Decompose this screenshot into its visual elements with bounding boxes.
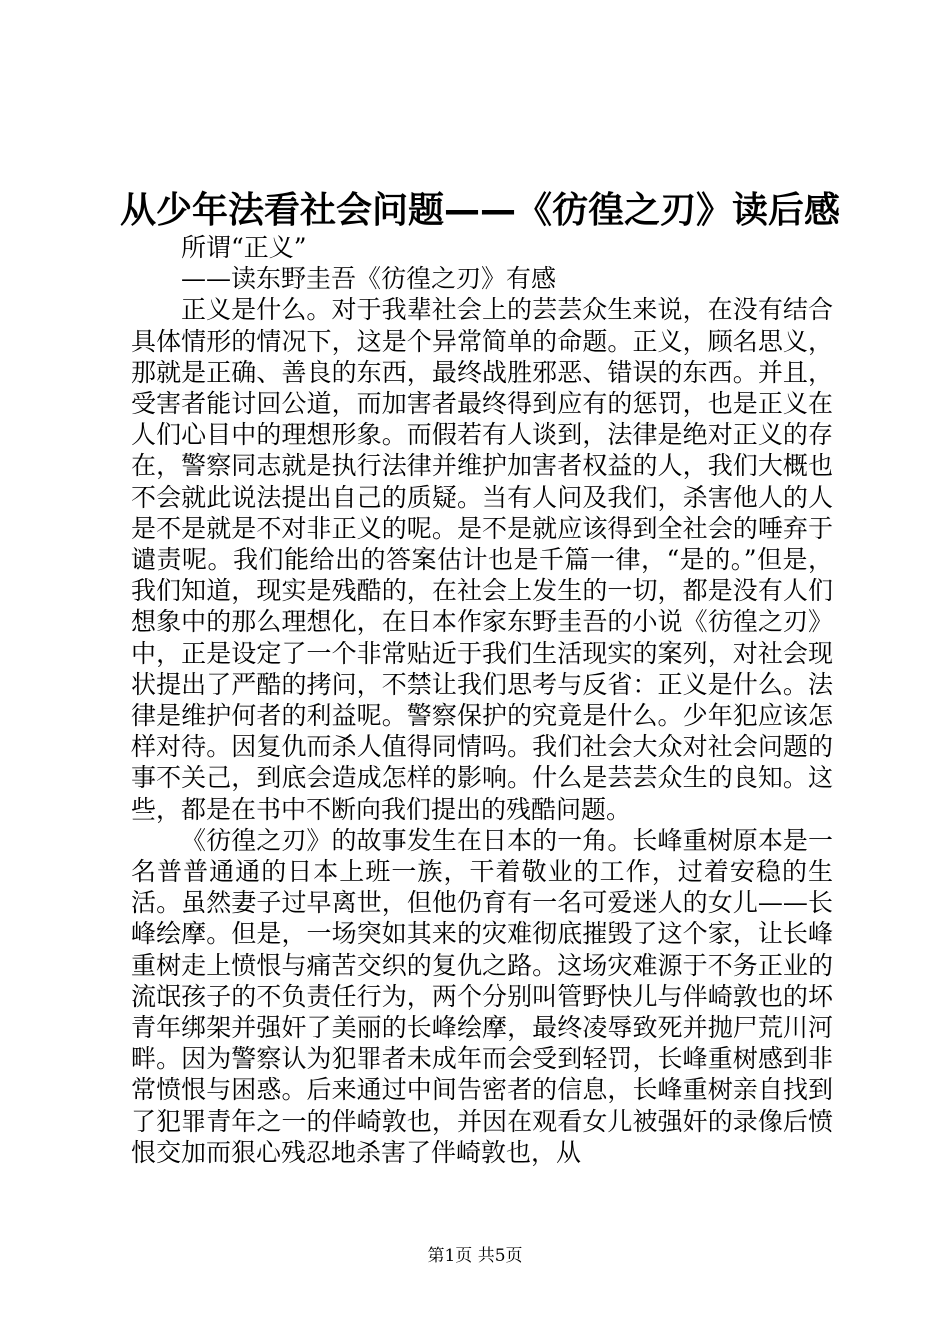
document-body bbox=[131, 232, 833, 1168]
subtitle-line-1: 所谓“正义” bbox=[181, 233, 307, 262]
page-footer: 第1页 共5页 bbox=[427, 1246, 523, 1266]
paragraph-2: 《彷徨之刃》的故事发生在日本的一角。长峰重树原本是一名普普通通的日本上班一族，干着敬业的工作，过着安稳的生活。虽然妻子过早离世，但他仍育有一名可爱迷人的女儿——长峰绘摩。但是，一场突如其来的灾难彻底摧毁了这个家，让长峰重树走上愤恨与痛苦交织的复仇之路。这场灾难源于不务正业的流氓孩子的不负责任行为，两个分别叫管野快儿与伴崎敦也的坏青年绑架并强奸了美丽的长峰绘摩，最终凌辱致死并抛尸荒川河畔。因为警察认为犯罪者未成年而会受到轻罚，长峰重树感到非常愤恨与困惑。后来通过中间告密者的信息，长峰重树亲自找到了犯罪青年之一的伴崎敦也，并因在观看女儿被强奸的录像后愤恨交加而狠心残忍地杀害了伴崎敦也，从 bbox=[131, 825, 833, 1167]
subtitle-line-2: ——读东野圭吾《彷徨之刃》有感 bbox=[181, 264, 557, 294]
paragraph-1: 正义是什么。对于我辈社会上的芸芸众生来说，在没有结合具体情形的情况下，这是个异常简单的命题。正义，顾名思义，那就是正确、善良的东西，最终战胜邪恶、错误的东西。并且，受害者能讨回公道，而加害者最终得到应有的惩罚，也是正义在人们心目中的理想形象。而假若有人谈到，法律是绝对正义的存在，警察同志就是执行法律并维护加害者权益的人，我们大概也不会就此说法提出自己的质疑。当有人问及我们，杀害他人的人是不是就是不对非正义的呢。是不是就应该得到全社会的唾弃于谴责呢。我们能给出的答案估计也是千篇一律，“是的。”但是，我们知道，现实是残酷的，在社会上发生的一切，都是没有人们想象中的那么理想化，在日本作家东野圭吾的小说《彷徨之刃》中，正是设定了一个非常贴近于我们生活现实的案列，对社会现状提出了严酷的拷问，不禁让我们思考与反省：正义是什么。法律是维护何者的利益呢。警察保护的究竟是什么。少年犯应该怎样对待。因复仇而杀人值得同情吗。我们社会大众对社会问题的事不关己，到底会造成怎样的影响。什么是芸芸众生的良知。这些，都是在书中不断向我们提出的残酷问题。 bbox=[131, 295, 833, 824]
document-title: 从少年法看社会问题——《彷徨之刃》读后感 bbox=[120, 190, 841, 231]
